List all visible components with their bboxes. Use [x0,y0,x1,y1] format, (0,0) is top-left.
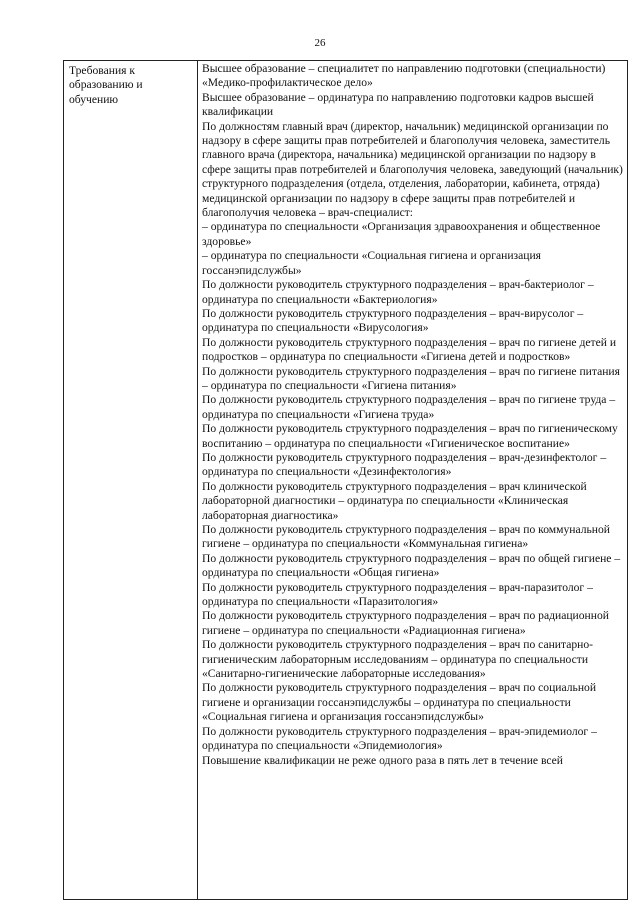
paragraph: – ординатура по специальности «Социальная гигиена и организация госсанэпидслужбы» [202,249,541,277]
paragraph: По должности руководитель структурного подразделения – врач-бактериолог – ординатура по специальности «Бактериология» [202,278,594,306]
requirement-content-cell [198,61,628,900]
paragraph: По должности руководитель структурного подразделения – врач по санитарно-гигиеническим лабораторным исследованиям – ординатура по специальности «Санитарно-гигиенические лабораторные исследования» [202,638,594,681]
paragraph: По должности руководитель структурного подразделения – врач по социальной гигиене и организации госсанэпидслужбы – ординатура по специальности «Социальная гигиена и организация госсанэпидслужбы» [202,681,597,724]
requirements-table [63,60,628,900]
requirement-label: Требования к образованию и обучению [69,64,143,106]
paragraph: Высшее образование – специалитет по направлению подготовки (специальности) «Медико-профилактическое дело» [202,62,606,90]
paragraph: По должности руководитель структурного подразделения – врач-дезинфектолог – ординатура по специальности «Дезинфектология» [202,450,607,479]
paragraph: По должности руководитель структурного подразделения – врач по гигиеническому воспитанию – ординатура по специальности «Гигиеническое воспитание» [202,422,618,450]
paragraph: По должности руководитель структурного подразделения – врач по гигиене труда – ординатура по специальности «Гигиена труда» [202,393,616,421]
paragraph: По должности руководитель структурного подразделения – врач-вирусолог – ординатура по специальности «Вирусология» [202,306,584,335]
paragraph: По должности руководитель структурного подразделения – врач по коммунальной гигиене – ординатура по специальности «Коммунальная гигиена» [202,523,610,551]
paragraph: По должности руководитель структурного подразделения – врач-эпидемиолог – ординатура по специальности «Эпидемиология» [202,724,597,753]
paragraph: По должностям главный врач (директор, начальник) медицинской организации по надзору в сфере защиты прав потребителей и благополучия человека, заместитель главного врача (директора, начальника) медицинской организации по надзору в сфере защиты прав потребителей и благополучия человека, заведующий (начальник) структурного подразделения (отдела, отделения, лаборатории, кабинета, отряда) медицинской организации по надзору в сфере защиты прав потребителей и благополучия человека – врач-специалист: [202,119,623,220]
paragraph: По должности руководитель структурного подразделения – врач по гигиене питания – ординатура по специальности «Гигиена питания» [202,364,620,392]
paragraph: – ординатура по специальности «Организация здравоохранения и общественное здоровье» [202,220,601,248]
paragraph: Повышение квалификации не реже одного раза в пять лет в течение всей [202,753,563,767]
page-number: 26 [314,37,326,49]
paragraph: По должности руководитель структурного подразделения – врач клинической лабораторной диагностики – ординатура по специальности «Клиническая лабораторная диагностика» [202,479,587,522]
paragraph: Высшее образование – ординатура по направлению подготовки кадров высшей квалификации [202,90,594,119]
paragraph: По должности руководитель структурного подразделения – врач по общей гигиене – ординатура по специальности «Общая гигиена» [202,551,621,580]
table-row [64,61,628,900]
paragraph: По должности руководитель структурного подразделения – врач-паразитолог – ординатура по специальности «Паразитология» [202,580,593,609]
paragraph: По должности руководитель структурного подразделения – врач по радиационной гигиене – ординатура по специальности «Радиационная гигиена» [202,609,609,637]
requirement-label-cell [64,61,198,900]
paragraph: По должности руководитель структурного подразделения – врач по гигиене детей и подростков – ординатура по специальности «Гигиена детей и подростков» [202,335,617,364]
